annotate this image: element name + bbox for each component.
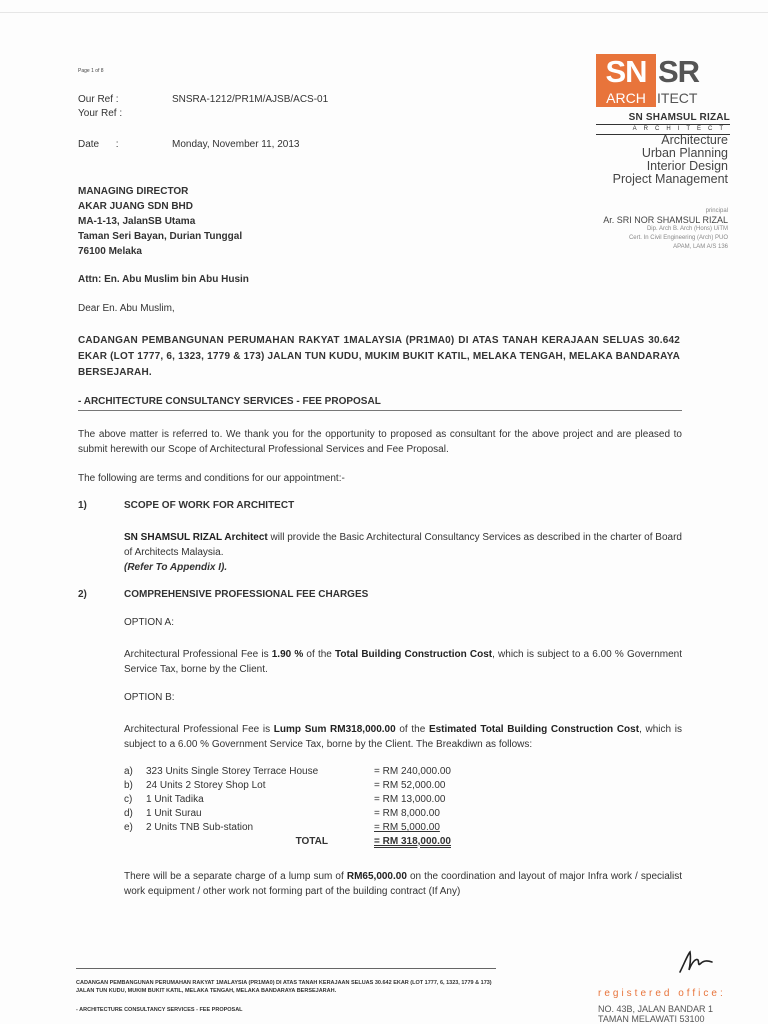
attention-line: Attn: En. Abu Muslim bin Abu Husin [78, 274, 249, 285]
our-ref-row: Our Ref : SNSRA-1212/PR1M/AJSB/ACS-01 [78, 94, 329, 105]
principal-qual-3: APAM, LAM A/S 136 [673, 244, 728, 250]
logo-sn: SN [596, 54, 656, 90]
logo-firm-name: SN SHAMSUL RIZAL [596, 112, 730, 125]
section-number: 1) [78, 500, 87, 511]
separate-charge-amount: RM65,000.00 [346, 871, 407, 882]
option-b-paragraph: Architectural Professional Fee is Lump Sum RM318,000.00 of the Estimated Total Building Construction Cost, which is subject to a 6.00 % Government Service Tax, borne by the Client. The Breakdiwn as follows: [124, 724, 682, 750]
page-number: Page 1 of 8 [78, 68, 104, 74]
scope-paragraph: SN SHAMSUL RIZAL Architect will provide the Basic Architectural Consultancy Services as described in the charter of Board of Architects Malaysia. (Refer To Appendix I). [124, 532, 682, 573]
date-row: Date : Monday, November 11, 2013 [78, 139, 300, 150]
option-a-label: OPTION A: [124, 617, 175, 628]
section-number: 2) [78, 589, 87, 600]
terms-intro: The following are terms and conditions for our appointment:- [78, 473, 345, 484]
lump-sum-fee: Lump Sum RM318,000.00 [273, 724, 396, 735]
logo-itect: ITECT [657, 90, 698, 106]
total-label: TOTAL [295, 836, 328, 847]
fee-breakdown-table [124, 765, 484, 849]
registered-office-label: registered office: [598, 988, 726, 999]
footer-subject: CADANGAN PEMBANGUNAN PERUMAHAN RAKYAT 1MALAYSIA (PR1MA0) DI ATAS TANAH KERAJAAN SELUAS 30.642 EKAR (LOT 1777, 6, 1323, 1779 & 173) JALAN TUN KUDU, MUKIM BUKIT KATIL, MELAKA TENGAH, MELAKA BANDARAYA BERSEJARAH. [76, 980, 492, 994]
principal-label: principal [705, 208, 728, 214]
our-ref-value: SNSRA-1212/PR1M/AJSB/ACS-01 [172, 94, 329, 105]
registered-office-address: NO. 43B, JALAN BANDAR 1 TAMAN MELAWATI 53100 [598, 1004, 714, 1024]
logo-sub: ARCHITECT [596, 125, 730, 135]
date-label: Date [78, 139, 100, 150]
total-row [124, 835, 484, 849]
table-row: c) 1 Unit Tadika = RM 13,000.00 [124, 794, 446, 805]
option-a-paragraph: Architectural Professional Fee is 1.90 % of the Total Building Construction Cost, which is subject to a 6.00 % Government Service Tax, borne by the Client. [124, 649, 682, 675]
option-b-label: OPTION B: [124, 692, 175, 703]
firm-name: SN SHAMSUL RIZAL Architect [124, 532, 268, 543]
your-ref-label: Your Ref [78, 108, 117, 119]
footer-subtitle: - ARCHITECTURE CONSULTANCY SERVICES - FEE PROPOSAL [76, 1007, 243, 1013]
services-list [590, 134, 728, 186]
signature-initial [676, 946, 716, 976]
address-line: 76100 Melaka [78, 246, 142, 257]
address-line: MANAGING DIRECTOR [78, 186, 189, 197]
service-item: Urban Planning [641, 146, 728, 160]
section-title: SCOPE OF WORK FOR ARCHITECT [124, 500, 295, 511]
logo-arch: ARCH [596, 90, 656, 107]
subject-subtitle: - ARCHITECTURE CONSULTANCY SERVICES - FEE PROPOSAL [78, 396, 682, 411]
principal-qual-2: Cert. In Civil Engineering (Arch) PUO [628, 235, 728, 241]
footer-divider [76, 968, 496, 969]
address-line: MA-1-13, JalanSB Utama [78, 216, 196, 227]
separate-charge-paragraph: There will be a separate charge of a lump sum of RM65,000.00 on the coordination and layout of major Infra work / specialist work equipment / other work not forming part of the building contract (If Any) [124, 871, 683, 897]
date-value: Monday, November 11, 2013 [172, 139, 300, 150]
service-item: Interior Design [646, 159, 728, 173]
principal-block [590, 208, 728, 252]
subject-heading: CADANGAN PEMBANGUNAN PERUMAHAN RAKYAT 1MALAYSIA (PR1MA0) DI ATAS TANAH KERAJAAN SELUAS 30.642 EKAR (LOT 1777, 6, 1323, 1779 & 173) JALAN TUN KUDU, MUKIM BUKIT KATIL, MELAKA TENGAH, MELAKA BANDARAYA BERSEJARAH. [78, 335, 680, 378]
table-row: a) 323 Units Single Storey Terrace House = RM 240,000.00 [124, 766, 451, 777]
salutation: Dear En. Abu Muslim, [78, 303, 175, 314]
your-ref-row: Your Ref : [78, 108, 123, 119]
table-row: d) 1 Unit Surau = RM 8,000.00 [124, 808, 440, 819]
logo-sr: SR [658, 54, 700, 89]
our-ref-label: Our Ref [78, 94, 114, 105]
principal-qual-1: Dip. Arch B. Arch (Hons) UiTM [646, 226, 728, 232]
address-line: AKAR JUANG SDN BHD [78, 201, 194, 212]
service-item: Architecture [661, 133, 728, 147]
service-item: Project Management [612, 172, 728, 186]
firm-logo [596, 54, 730, 135]
total-amount: = RM 318,000.00 [374, 836, 451, 847]
section-title: COMPREHENSIVE PROFESSIONAL FEE CHARGES [124, 589, 369, 600]
table-row: b) 24 Units 2 Storey Shop Lot = RM 52,000.00 [124, 780, 446, 791]
principal-name: Ar. SRI NOR SHAMSUL RIZAL [603, 215, 728, 225]
recipient-address [78, 184, 242, 259]
top-edge [0, 12, 768, 13]
intro-paragraph: The above matter is referred to. We thank you for the opportunity to proposed as consultant for the above project and are pleased to submit herewith our Scope of Architectural Professional Services and Fee Proposal. [78, 429, 682, 455]
appendix-reference: (Refer To Appendix I). [124, 562, 228, 573]
address-line: Taman Seri Bayan, Durian Tunggal [78, 231, 243, 242]
fee-percentage: 1.90 % [271, 649, 304, 660]
table-row: e) 2 Units TNB Sub-station = RM 5,000.00 [124, 822, 440, 833]
